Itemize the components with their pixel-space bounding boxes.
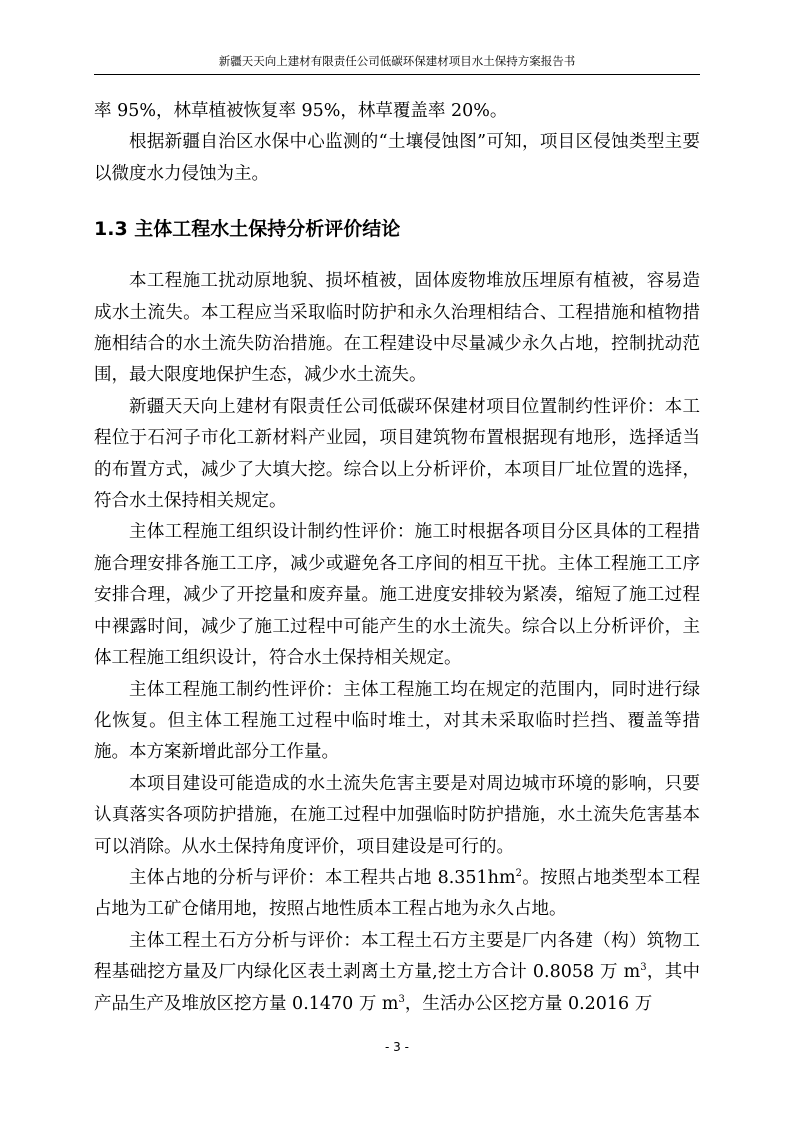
paragraph-construction-evaluation: 主体工程施工制约性评价：主体工程施工均在规定的范围内，同时进行绿化恢复。但主体工程施工过程中临时堆土，对其未采取临时拦挡、覆盖等措施。本方案新增此部分工作量。	[94, 679, 700, 763]
earth-text-1: 主体工程土石方分析与评价：本工程土石方主要是厂内各建（构）筑物工程基础挖方量及厂内绿化区表土剥离土方量,挖土方合计 0.8058 万 m	[94, 930, 700, 983]
paragraph-land-evaluation	[94, 863, 700, 926]
land-text-before: 主体占地的分析与评价：本工程共占地 8.351hm	[129, 867, 516, 888]
earth-text-3: ，生活办公区挖方量 0.2016 万	[404, 993, 653, 1014]
earth-superscript-1: 3	[640, 962, 647, 974]
paragraph-construction-impact: 本工程施工扰动原地貌、损坏植被，固体废物堆放压埋原有植被，容易造成水土流失。本工程应当采取临时防护和永久治理相结合、工程措施和植物措施相结合的水土流失防治措施。在工程建设中尽量减少永久占地，控制扰动范围，最大限度地保护生态，减少水土流失。	[94, 271, 700, 386]
header-title: 新疆天天向上建材有限责任公司低碳环保建材项目水土保持方案报告书	[218, 54, 576, 68]
paragraph-earthwork-evaluation	[94, 926, 700, 1020]
page-header	[94, 48, 700, 75]
earth-superscript-2: 3	[398, 993, 405, 1005]
paragraph-site-evaluation: 新疆天天向上建材有限责任公司低碳环保建材项目位置制约性评价：本工程位于石河子市化工新材料产业园，项目建筑物布置根据现有地形，选择适当的布置方式，减少了大填大挖。综合以上分析评价，本项目厂址位置的选择，符合水土保持相关规定。	[94, 396, 700, 512]
section-heading: 1.3 主体工程水土保持分析评价结论	[94, 218, 401, 241]
paragraph-continuation: 率 95%，林草植被恢复率 95%，林草覆盖率 20%。	[94, 101, 508, 121]
land-superscript: 2	[515, 868, 522, 880]
land-text-after: 。按照占地类型本工程占地为工矿仓储用地，按照占地性质本工程占地为永久占地。	[94, 867, 701, 920]
paragraph-organization-evaluation: 主体工程施工组织设计制约性评价：施工时根据各项目分区具体的工程措施合理安排各施工工序，减少或避免各工序间的相互干扰。主体工程施工工序安排合理，减少了开挖量和废弃量。施工进度安排较为紧凑，缩短了施工过程中裸露时间，减少了施工过程中可能产生的水土流失。综合以上分析评价，主体工程施工组织设计，符合水土保持相关规定。	[94, 522, 700, 669]
paragraph-hazard-evaluation: 本项目建设可能造成的水土流失危害主要是对周边城市环境的影响，只要认真落实各项防护措施，在施工过程中加强临时防护措施，水土流失危害基本可以消除。从水土保持角度评价，项目建设是可行的。	[94, 773, 700, 857]
document-body	[94, 96, 700, 1020]
page-number: - 3 -	[385, 1040, 409, 1054]
earth-text-2: ，其中产品生产及堆放区挖方量 0.1470 万 m	[94, 962, 701, 1014]
paragraph-erosion-type: 根据新疆自治区水保中心监测的“土壤侵蚀图”可知，项目区侵蚀类型主要以微度水力侵蚀为主。	[94, 132, 700, 184]
